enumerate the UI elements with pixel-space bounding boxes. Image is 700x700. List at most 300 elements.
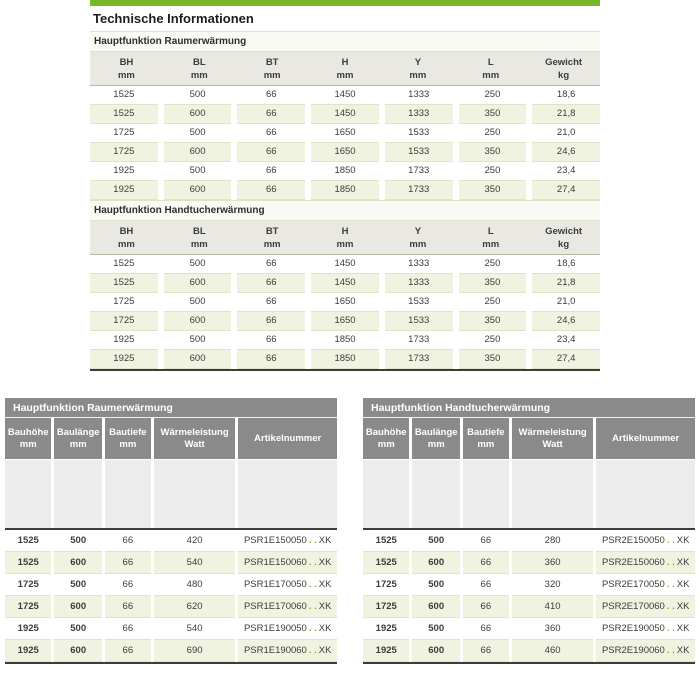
table-cell: 350 (459, 312, 527, 331)
column-header-label: L (487, 226, 494, 237)
column-header-unit: Watt (184, 438, 205, 450)
table-cell: 24,6 (532, 312, 600, 331)
table-cell: 1850 (311, 181, 379, 200)
table-cell: 66 (237, 274, 305, 293)
waermeleistung-cell: 360 (512, 618, 594, 640)
table-cell: 350 (459, 181, 527, 200)
table-row (363, 618, 695, 640)
column-header-label: Bautiefe (109, 426, 147, 438)
table-cell: 1850 (311, 350, 379, 369)
table-cell: 1533 (385, 124, 453, 143)
table-cell: 1733 (385, 331, 453, 350)
column-header (90, 56, 163, 82)
artikelnummer-code: PSR2E190060 (601, 645, 665, 656)
baulaenge-cell: 600 (54, 640, 101, 662)
column-header-label: Baulänge (56, 426, 100, 438)
table-cell: 500 (164, 293, 232, 312)
column-header-unit: mm (409, 239, 427, 250)
artikelnummer-code: PSR1E150050 (243, 535, 307, 546)
order-table (363, 398, 695, 664)
spec-tables (90, 31, 600, 369)
artikelnummer-variant-dots: . . (666, 557, 675, 568)
table-cell: 1450 (311, 86, 379, 105)
bautiefe-cell: 66 (105, 530, 151, 552)
table-cell: 1850 (311, 331, 379, 350)
column-header (381, 225, 454, 251)
table-cell: 21,0 (532, 124, 600, 143)
column-header (363, 418, 409, 459)
table-cell: 350 (459, 143, 527, 162)
baulaenge-cell: 600 (412, 640, 459, 662)
table-cell: 1533 (385, 143, 453, 162)
table-cell: 27,4 (532, 350, 600, 369)
baulaenge-cell: 500 (412, 574, 459, 596)
column-header-unit: mm (19, 438, 37, 450)
empty-cell (54, 460, 101, 528)
waermeleistung-cell: 480 (154, 574, 236, 596)
artikelnummer-cell (238, 640, 337, 662)
artikelnummer-variant-dots: . . (308, 557, 317, 568)
table-row (90, 293, 600, 312)
table-cell: 1925 (90, 331, 158, 350)
table-cell: 66 (237, 105, 305, 124)
column-header (454, 225, 527, 251)
table-cell: 66 (237, 181, 305, 200)
artikelnummer-suffix: XK (318, 579, 332, 590)
artikelnummer-variant-dots: . . (666, 645, 675, 656)
artikelnummer-code: PSR1E170060 (243, 601, 307, 612)
waermeleistung-cell: 280 (512, 530, 594, 552)
column-header-label: Bauhöhe (7, 426, 49, 438)
column-header-label: Wärmeleistung (518, 426, 587, 438)
table-cell: 66 (237, 255, 305, 274)
table-cell: 1650 (311, 143, 379, 162)
table-cell: 1725 (90, 124, 158, 143)
table-row (90, 124, 600, 143)
column-header (163, 225, 236, 251)
empty-cell (363, 460, 409, 528)
table-cell: 1450 (311, 105, 379, 124)
table-row (90, 274, 600, 293)
table-row (90, 181, 600, 200)
table-cell: 66 (237, 312, 305, 331)
table-row (90, 143, 600, 162)
bauhoehe-cell: 1525 (363, 530, 409, 552)
table-cell: 18,6 (532, 86, 600, 105)
table-cell: 1450 (311, 274, 379, 293)
table-cell: 66 (237, 162, 305, 181)
table-row (363, 530, 695, 552)
waermeleistung-cell: 320 (512, 574, 594, 596)
artikelnummer-variant-dots: . . (308, 535, 317, 546)
table-cell: 21,8 (532, 274, 600, 293)
table-row (90, 105, 600, 124)
table-cell: 1333 (385, 105, 453, 124)
table-cell: 18,6 (532, 255, 600, 274)
order-table-body (5, 530, 337, 662)
table-row (90, 162, 600, 181)
baulaenge-cell: 500 (54, 530, 101, 552)
artikelnummer-suffix: XK (318, 645, 332, 656)
table-row (90, 86, 600, 105)
table-cell: 66 (237, 293, 305, 312)
column-header-label: Gewicht (545, 57, 583, 68)
artikelnummer-code: PSR2E150050 (601, 535, 665, 546)
table-cell: 250 (459, 293, 527, 312)
artikelnummer-code: PSR2E190050 (601, 623, 665, 634)
artikelnummer-suffix: XK (318, 623, 332, 634)
waermeleistung-cell: 410 (512, 596, 594, 618)
table-cell: 66 (237, 124, 305, 143)
page-title: Technische Informationen (93, 11, 254, 26)
column-header (154, 418, 236, 459)
table-row (363, 596, 695, 618)
table-row (5, 640, 337, 662)
table-cell: 350 (459, 105, 527, 124)
column-header (105, 418, 151, 459)
empty-cell (5, 460, 51, 528)
table-cell: 1333 (385, 86, 453, 105)
artikelnummer-cell (238, 596, 337, 618)
empty-cell (238, 460, 337, 528)
table-row (90, 350, 600, 369)
artikelnummer-variant-dots: . . (308, 623, 317, 634)
artikelnummer-variant-dots: . . (666, 535, 675, 546)
artikelnummer-cell (238, 552, 337, 574)
column-header (309, 56, 382, 82)
column-header-unit: mm (263, 70, 281, 81)
artikelnummer-cell (596, 640, 695, 662)
technical-information-section (90, 0, 600, 371)
table-cell: 1525 (90, 86, 158, 105)
table-cell: 21,8 (532, 105, 600, 124)
baulaenge-cell: 600 (412, 552, 459, 574)
table-cell: 1525 (90, 105, 158, 124)
table-cell: 1650 (311, 293, 379, 312)
column-header (527, 56, 600, 82)
table-cell: 66 (237, 331, 305, 350)
waermeleistung-cell: 540 (154, 618, 236, 640)
waermeleistung-cell: 420 (154, 530, 236, 552)
column-header-label: Wärmeleistung (160, 426, 229, 438)
order-table-body (363, 530, 695, 662)
table-cell: 250 (459, 124, 527, 143)
column-header-label: Y (414, 57, 422, 68)
artikelnummer-suffix: XK (676, 579, 690, 590)
table-cell: 500 (164, 162, 232, 181)
order-column-header-row (5, 418, 337, 459)
table-cell: 250 (459, 331, 527, 350)
table-cell: 350 (459, 274, 527, 293)
column-header-label: BT (265, 226, 279, 237)
table-cell: 23,4 (532, 162, 600, 181)
column-header (454, 56, 527, 82)
column-header-label: BL (192, 57, 206, 68)
baulaenge-cell: 600 (54, 596, 101, 618)
bauhoehe-cell: 1525 (5, 530, 51, 552)
waermeleistung-cell: 360 (512, 552, 594, 574)
order-table-title: Hauptfunktion Handtucherwärmung (363, 398, 695, 418)
bautiefe-cell: 66 (105, 618, 151, 640)
table-cell: 1533 (385, 293, 453, 312)
table-cell: 250 (459, 86, 527, 105)
column-header-unit: mm (377, 438, 395, 450)
table-cell: 1925 (90, 350, 158, 369)
table-cell: 1733 (385, 162, 453, 181)
table-row (5, 530, 337, 552)
column-header-unit: mm (119, 438, 137, 450)
artikelnummer-cell (238, 574, 337, 596)
bauhoehe-cell: 1925 (363, 640, 409, 662)
table-row (5, 574, 337, 596)
section-header (90, 31, 600, 52)
bauhoehe-cell: 1925 (363, 618, 409, 640)
artikelnummer-code: PSR1E170050 (243, 579, 307, 590)
table-cell: 250 (459, 255, 527, 274)
artikelnummer-variant-dots: . . (308, 601, 317, 612)
column-header-unit: mm (69, 438, 87, 450)
section-header-label: Hauptfunktion Handtucherwärmung (94, 205, 265, 216)
column-header-label: H (341, 226, 349, 237)
column-header-unit: mm (190, 239, 208, 250)
table-row (90, 331, 600, 350)
bautiefe-cell: 66 (463, 640, 509, 662)
empty-cell (463, 460, 509, 528)
table-row (90, 255, 600, 274)
column-header-label: Baulänge (414, 426, 458, 438)
column-header-row (90, 52, 600, 86)
artikelnummer-suffix: XK (676, 557, 690, 568)
column-header-label: H (341, 57, 349, 68)
artikelnummer-cell (238, 530, 337, 552)
table-cell: 350 (459, 350, 527, 369)
column-header-label: Artikelnummer (612, 432, 680, 444)
column-header-row (90, 221, 600, 255)
empty-cell (512, 460, 594, 528)
table-cell: 1733 (385, 350, 453, 369)
table-cell: 21,0 (532, 293, 600, 312)
artikelnummer-cell (596, 596, 695, 618)
column-header (5, 418, 51, 459)
bautiefe-cell: 66 (463, 574, 509, 596)
bauhoehe-cell: 1725 (5, 574, 51, 596)
column-header (163, 56, 236, 82)
table-cell: 250 (459, 162, 527, 181)
artikelnummer-variant-dots: . . (666, 579, 675, 590)
baulaenge-cell: 500 (54, 574, 101, 596)
column-header-unit: mm (263, 239, 281, 250)
table-cell: 66 (237, 350, 305, 369)
order-table-bottom-rule (5, 662, 337, 664)
table-row (90, 312, 600, 331)
table-cell: 1533 (385, 312, 453, 331)
table-cell: 23,4 (532, 331, 600, 350)
table-cell: 600 (164, 350, 232, 369)
bauhoehe-cell: 1725 (363, 574, 409, 596)
column-header (512, 418, 594, 459)
table-cell: 600 (164, 143, 232, 162)
column-header (90, 225, 163, 251)
table-cell: 1925 (90, 162, 158, 181)
waermeleistung-cell: 690 (154, 640, 236, 662)
table-row (363, 574, 695, 596)
table-cell: 600 (164, 274, 232, 293)
artikelnummer-variant-dots: . . (666, 623, 675, 634)
table-cell: 600 (164, 312, 232, 331)
column-header (463, 418, 509, 459)
table-cell: 500 (164, 86, 232, 105)
bautiefe-cell: 66 (463, 618, 509, 640)
column-header-unit: mm (482, 239, 500, 250)
bauhoehe-cell: 1725 (5, 596, 51, 618)
artikelnummer-suffix: XK (676, 645, 690, 656)
baulaenge-cell: 600 (412, 596, 459, 618)
table-cell: 1725 (90, 293, 158, 312)
artikelnummer-cell (238, 618, 337, 640)
table-cell: 500 (164, 331, 232, 350)
column-header-unit: mm (117, 239, 135, 250)
column-header (412, 418, 459, 459)
column-header-label: BH (119, 226, 134, 237)
artikelnummer-variant-dots: . . (666, 601, 675, 612)
table-cell: 1333 (385, 255, 453, 274)
column-header-unit: mm (117, 70, 135, 81)
table-cell: 500 (164, 124, 232, 143)
column-header-unit: kg (558, 70, 570, 81)
bauhoehe-cell: 1725 (363, 596, 409, 618)
column-header-unit: mm (336, 239, 354, 250)
product-image-band (5, 460, 337, 528)
artikelnummer-suffix: XK (318, 557, 332, 568)
artikelnummer-suffix: XK (676, 535, 690, 546)
waermeleistung-cell: 620 (154, 596, 236, 618)
column-header-unit: mm (409, 70, 427, 81)
artikelnummer-cell (596, 574, 695, 596)
empty-cell (154, 460, 236, 528)
section-header (90, 200, 600, 221)
bautiefe-cell: 66 (105, 596, 151, 618)
artikelnummer-suffix: XK (318, 535, 332, 546)
table-cell: 500 (164, 255, 232, 274)
table-row (5, 596, 337, 618)
column-header (238, 418, 337, 459)
column-header-label: BH (119, 57, 134, 68)
bautiefe-cell: 66 (105, 640, 151, 662)
table-cell: 600 (164, 181, 232, 200)
bautiefe-cell: 66 (463, 552, 509, 574)
empty-cell (412, 460, 459, 528)
table-cell: 1450 (311, 255, 379, 274)
artikelnummer-suffix: XK (676, 623, 690, 634)
artikelnummer-cell (596, 552, 695, 574)
column-header (596, 418, 695, 459)
bauhoehe-cell: 1525 (5, 552, 51, 574)
artikelnummer-variant-dots: . . (308, 579, 317, 590)
column-header-unit: mm (482, 70, 500, 81)
column-header-unit: mm (336, 70, 354, 81)
bautiefe-cell: 66 (463, 530, 509, 552)
artikelnummer-cell (596, 530, 695, 552)
column-header-unit: mm (477, 438, 495, 450)
bautiefe-cell: 66 (105, 552, 151, 574)
column-header-unit: kg (558, 239, 570, 250)
bautiefe-cell: 66 (105, 574, 151, 596)
order-table-title: Hauptfunktion Raumerwärmung (5, 398, 337, 418)
column-header-label: BL (192, 226, 206, 237)
artikelnummer-code: PSR1E190050 (243, 623, 307, 634)
table-cell: 24,6 (532, 143, 600, 162)
column-header-label: BT (265, 57, 279, 68)
bauhoehe-cell: 1925 (5, 640, 51, 662)
waermeleistung-cell: 540 (154, 552, 236, 574)
waermeleistung-cell: 460 (512, 640, 594, 662)
artikelnummer-code: PSR1E150060 (243, 557, 307, 568)
spec-table-body (90, 255, 600, 369)
column-header-label: Gewicht (545, 226, 583, 237)
column-header (54, 418, 101, 459)
column-header (527, 225, 600, 251)
bautiefe-cell: 66 (463, 596, 509, 618)
table-cell: 1650 (311, 312, 379, 331)
table-row (5, 552, 337, 574)
table-cell: 1650 (311, 124, 379, 143)
column-header-label: L (487, 57, 494, 68)
baulaenge-cell: 500 (54, 618, 101, 640)
column-header-label: Artikelnummer (254, 432, 322, 444)
table-cell: 1850 (311, 162, 379, 181)
empty-cell (596, 460, 695, 528)
baulaenge-cell: 600 (54, 552, 101, 574)
column-header (236, 225, 309, 251)
column-header (381, 56, 454, 82)
table-row (363, 552, 695, 574)
artikelnummer-suffix: XK (318, 601, 332, 612)
table-row (363, 640, 695, 662)
order-table (5, 398, 337, 664)
section-header-label: Hauptfunktion Raumerwärmung (94, 36, 247, 47)
table-row (5, 618, 337, 640)
table-cell: 1925 (90, 181, 158, 200)
table-cell: 1725 (90, 143, 158, 162)
bauhoehe-cell: 1525 (363, 552, 409, 574)
artikelnummer-variant-dots: . . (308, 645, 317, 656)
artikelnummer-suffix: XK (676, 601, 690, 612)
column-header-label: Bauhöhe (365, 426, 407, 438)
column-header-unit: mm (190, 70, 208, 81)
table-cell: 1525 (90, 255, 158, 274)
artikelnummer-code: PSR2E170050 (601, 579, 665, 590)
table-cell: 1333 (385, 274, 453, 293)
artikelnummer-code: PSR1E190060 (243, 645, 307, 656)
table-cell: 1733 (385, 181, 453, 200)
column-header-unit: Watt (542, 438, 563, 450)
column-header-label: Bautiefe (467, 426, 505, 438)
table-cell: 27,4 (532, 181, 600, 200)
column-header-unit: mm (427, 438, 445, 450)
order-table-bottom-rule (363, 662, 695, 664)
order-column-header-row (363, 418, 695, 459)
baulaenge-cell: 500 (412, 618, 459, 640)
artikelnummer-code: PSR2E170060 (601, 601, 665, 612)
table-cell: 1525 (90, 274, 158, 293)
table-cell: 1725 (90, 312, 158, 331)
table-cell: 66 (237, 143, 305, 162)
baulaenge-cell: 500 (412, 530, 459, 552)
column-header-label: Y (414, 226, 422, 237)
artikelnummer-code: PSR2E150060 (601, 557, 665, 568)
spec-table-body (90, 86, 600, 200)
bauhoehe-cell: 1925 (5, 618, 51, 640)
